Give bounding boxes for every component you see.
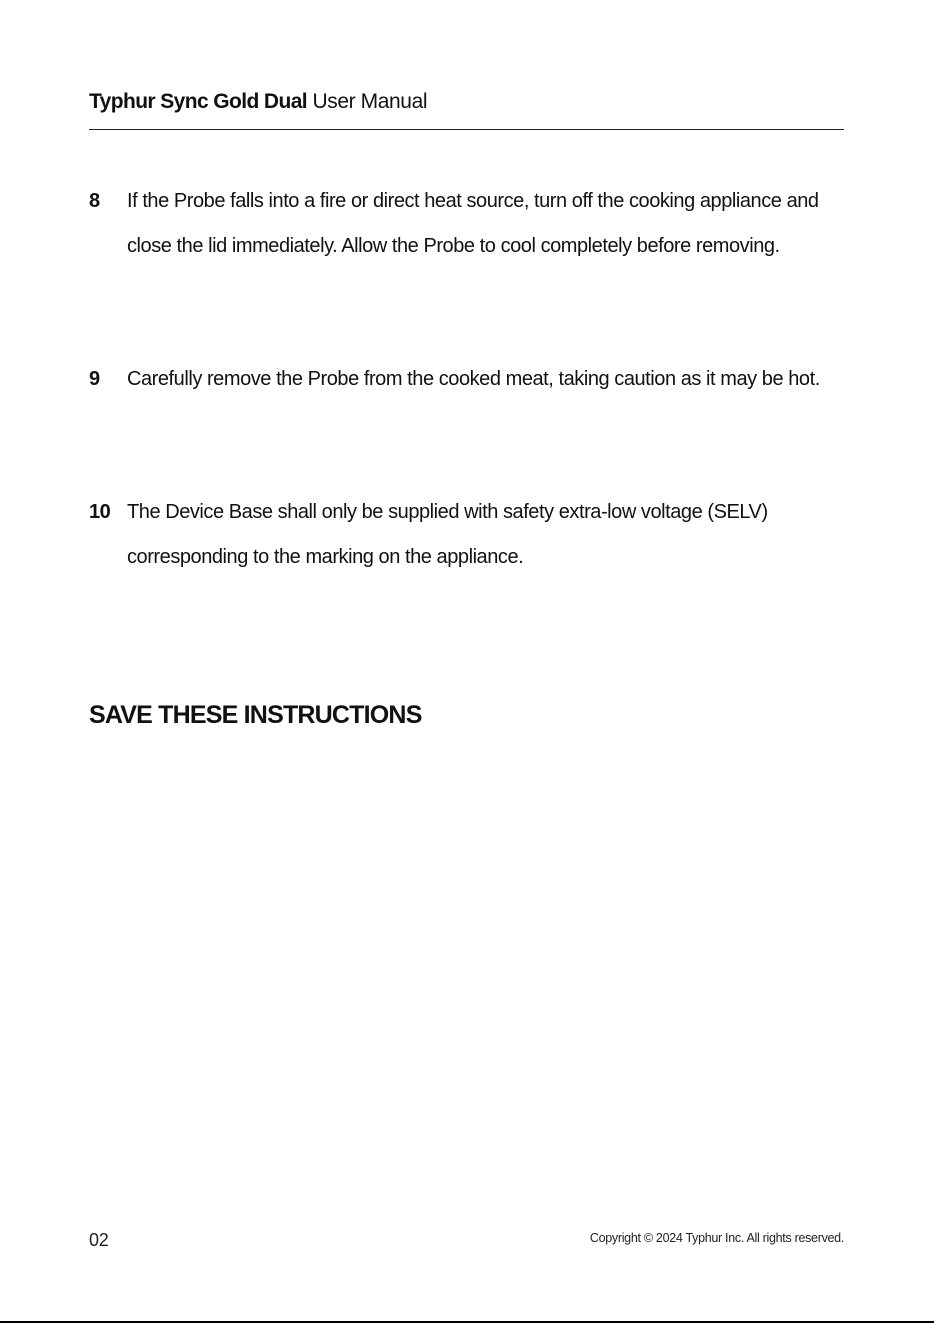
product-name: Typhur Sync Gold Dual: [89, 90, 308, 113]
item-number: 8: [89, 190, 100, 212]
page-header: [89, 88, 844, 116]
item-text: The Device Base shall only be supplied with safety extra-low voltage (SELV) corresponding to the marking on the appliance.: [127, 501, 768, 568]
header-divider: [89, 129, 844, 130]
page-number: 02: [89, 1230, 109, 1250]
item-number: 9: [89, 368, 100, 390]
item-number: 10: [89, 501, 111, 523]
item-text: If the Probe falls into a fire or direct heat source, turn off the cooking appliance and close the lid immediately. Allow the Probe to cool completely before removing.: [127, 190, 819, 257]
document-title: User Manual: [312, 90, 428, 113]
item-text: Carefully remove the Probe from the cooked meat, taking caution as it may be hot.: [127, 368, 820, 390]
list-item: [89, 179, 849, 268]
save-instructions-heading: SAVE THESE INSTRUCTIONS: [89, 701, 422, 729]
list-item: [89, 490, 849, 579]
list-item: [89, 357, 849, 402]
copyright-notice: Copyright © 2024 Typhur Inc. All rights reserved.: [589, 1231, 844, 1245]
